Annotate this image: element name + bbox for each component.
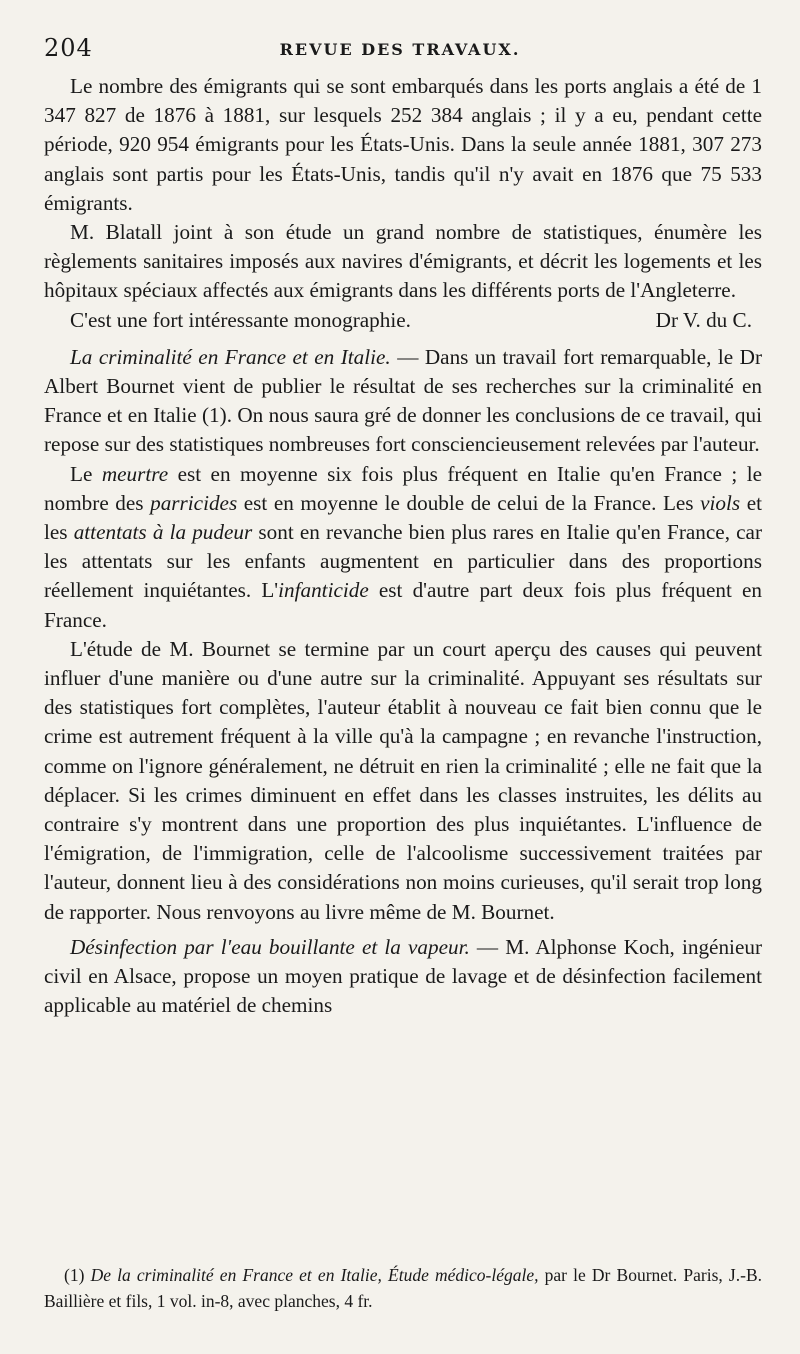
- criminalite-paragraph-1: [44, 343, 762, 460]
- footnote-title: De la criminalité en France et en Italie, Étude médico-légale,: [90, 1265, 539, 1285]
- term-attentats: attentats à la pudeur: [73, 520, 253, 545]
- term-parricides: parricides: [150, 490, 238, 515]
- emigration-paragraph-2: M. Blatall joint à son étude un grand nombre de statistiques, énumère les règlements sanitaires imposés aux navires d'émigrants, et décrit les logements et les hôpitaux spéciaux affectés aux émigrants dans les différents ports de l'Angleterre.: [44, 220, 762, 303]
- desinfection-title: Désinfection par l'eau bouillante et la vapeur.: [70, 934, 470, 959]
- running-title: REVUE DES TRAVAUX.: [279, 40, 521, 59]
- footnote: [44, 1262, 762, 1314]
- closing-sentence: C'est une fort intéressante monographie.: [70, 307, 411, 332]
- page-header: [44, 34, 756, 68]
- criminalite-paragraph-3: L'étude de M. Bournet se termine par un court aperçu des causes qui peuvent influer d'une manière ou d'une autre sur la criminalité. Appuyant ses résultats sur des statistiques fort complètes, l'auteur établit à nouveau ce fait bien connu que le crime est autrement fréquent à la ville qu'à la campagne ; en revanche l'instruction, comme on l'ignore généralement, ne détruit en rien la criminalité ; elle ne fait que la déplacer. Si les crimes diminuent en effet dans les classes instruites, les délits au contraire s'y montrent dans une proportion des plus inquiétantes. L'influence de l'émigration, de l'immigration, celle de l'alcoolisme successivement traitées par l'auteur, donnent lieu à des considérations non moins curieuses, qu'il serait trop long de rapporter. Nous renvoyons au livre même de M. Bournet.: [44, 636, 762, 924]
- term-meurtre: meurtre: [101, 461, 169, 486]
- text-run: est en moyenne le double de celui de la France. Les: [237, 490, 701, 515]
- desinfection-intro: — M. Alphonse Koch, ingénieur civil en Alsace, propose un moyen pratique de lavage et de désinfection facilement applicable au matériel de chemins: [44, 934, 762, 1018]
- text-run: sont en revanche bien plus rares en Italie qu'en France, car les attentats sur les enfants augmentent en particulier dans des proportions réellement inquiétantes. L': [44, 520, 763, 603]
- criminalite-paragraph-2: [44, 460, 762, 635]
- text-run: et les: [44, 490, 762, 545]
- emigration-paragraph-1: Le nombre des émigrants qui se sont embarqués dans les ports anglais a été de 1 347 827 de 1876 à 1881, sur lesquels 252 384 anglais ; il y a eu, pendant cette période, 920 954 émigrants pour les États-Unis. Dans la seule année 1881, 307 273 anglais sont partis pour les États-Unis, tandis qu'il n'y avait en 1876 que 75 533 émigrants.: [44, 74, 762, 215]
- page-number: 204: [44, 34, 93, 62]
- text-run: est d'autre part deux fois plus fréquent en France.: [44, 578, 762, 632]
- text-run: Le: [70, 461, 102, 486]
- term-viols: viols: [700, 490, 741, 515]
- reviewer-signature: Dr V. du C.: [655, 307, 752, 332]
- text-run: est en moyenne six fois plus fréquent en Italie qu'en France ; le nombre des: [44, 461, 762, 515]
- review-closing: [44, 306, 762, 335]
- criminalite-title: La criminalité en France et en Italie.: [70, 344, 391, 369]
- footnote-marker: (1): [64, 1265, 91, 1285]
- footnote-reference: par le Dr Bournet. Paris, J.-B. Baillière et fils, 1 vol. in-8, avec planches, 4 fr.: [44, 1265, 762, 1311]
- main-text: [44, 72, 762, 1021]
- criminalite-intro: — Dans un travail fort remarquable, le Dr Albert Bournet vient de publier le résultat de ses recherches sur la criminalité en France et en Italie (1). On nous saura gré de donner les conclusions de ce travail, qui repose sur des statistiques nombreuses fort consciencieusement relevées par l'auteur.: [44, 344, 762, 457]
- footnote-text: [44, 1262, 762, 1314]
- term-infanticide: infanticide: [278, 578, 369, 603]
- desinfection-paragraph: [44, 933, 762, 1021]
